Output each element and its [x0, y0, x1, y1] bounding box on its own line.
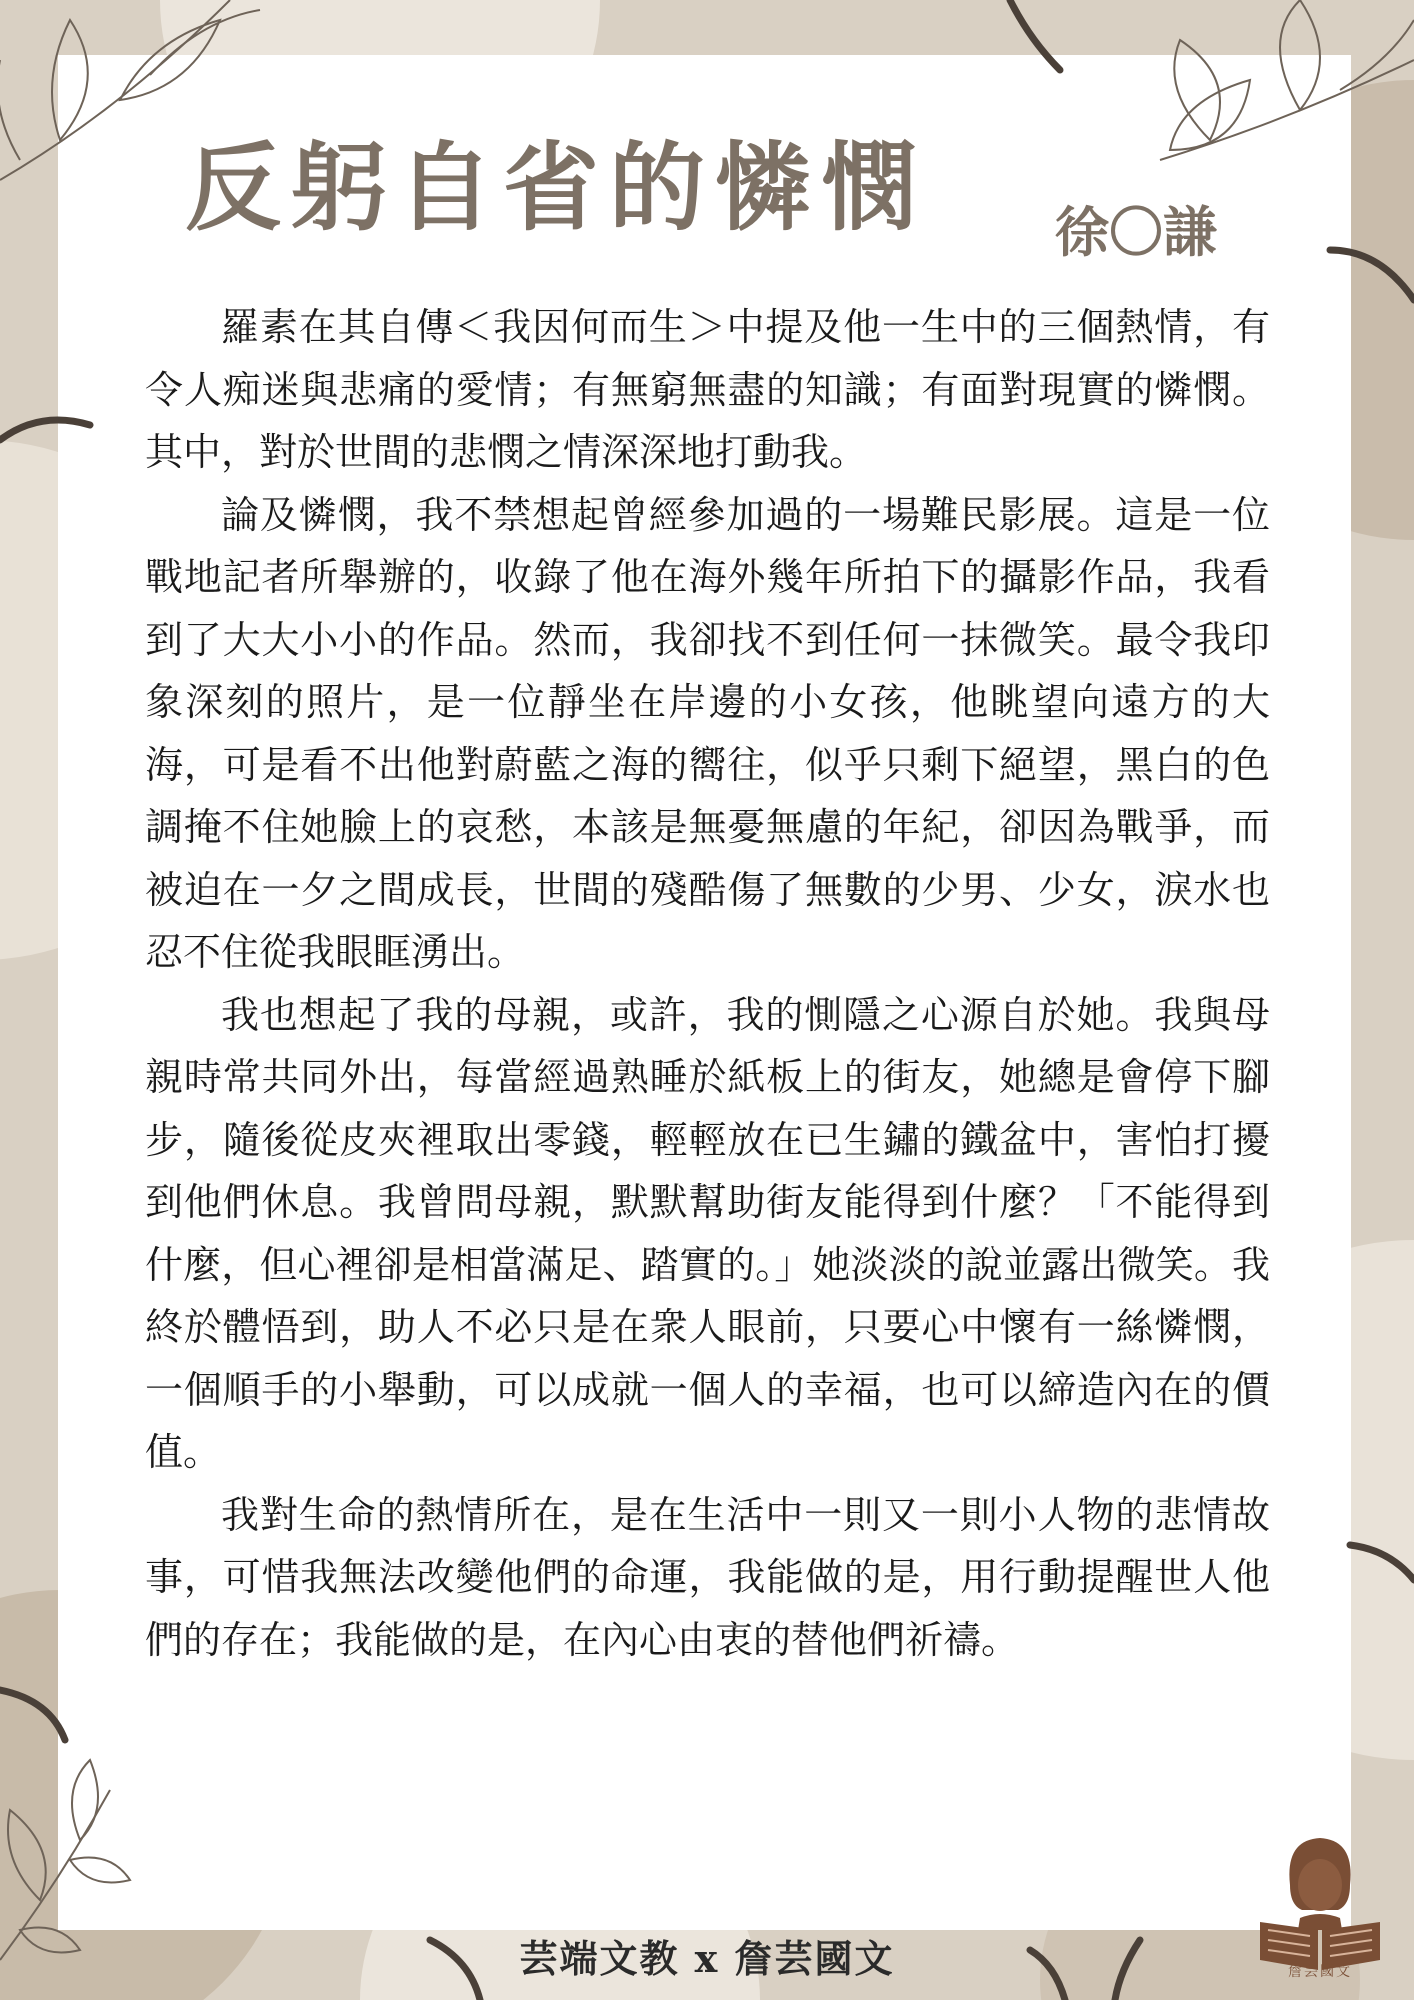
- essay-title: 反躬自省的憐憫: [185, 131, 927, 244]
- footer-credit: 芸端文教 x 詹芸國文: [519, 1936, 895, 1981]
- logo-caption: 詹芸國文: [1288, 1964, 1352, 1980]
- essay-body: [145, 296, 1270, 1671]
- paragraph-4: 我對生命的熱情所在，是在生活中一則又一則小人物的悲情故事，可惜我無法改變他們的命運，我能做的是，用行動提醒世人他們的存在；我能做的是，在內心由衷的替他們祈禱。: [145, 1492, 1270, 1662]
- author-name: 徐〇謙: [1055, 200, 1217, 264]
- paragraph-3: 我也想起了我的母親，或許，我的惻隱之心源自於她。我與母親時常共同外出，每當經過熟睡於紙板上的街友，她總是會停下腳步，隨後從皮夾裡取出零錢，輕輕放在已生鏽的鐵盆中，害怕打擾到他們休息。我曾問母親，默默幫助街友能得到什麼？「不能得到什麼，但心裡卻是相當滿足、踏實的。」她淡淡的說並露出微笑。我終於體悟到，助人不必只是在衆人眼前，只要心中懷有一絲憐憫，一個順手的小舉動，可以成就一個人的幸福，也可以締造內在的價值。: [145, 992, 1270, 1474]
- reader-logo-icon: [1250, 1830, 1390, 1980]
- paragraph-1: 羅素在其自傳＜我因何而生＞中提及他一生中的三個熱情，有令人痴迷與悲痛的愛情；有無窮無盡的知識；有面對現實的憐憫。其中，對於世間的悲憫之情深深地打動我。: [145, 305, 1270, 474]
- paragraph-2: 論及憐憫，我不禁想起曾經參加過的一場難民影展。這是一位戰地記者所舉辦的，收錄了他在海外幾年所拍下的攝影作品，我看到了大大小小的作品。然而，我卻找不到任何一抹微笑。最令我印象深刻的照片，是一位靜坐在岸邊的小女孩，他眺望向遠方的大海，可是看不出他對蔚藍之海的嚮往，似乎只剩下絕望，黑白的色調掩不住她臉上的哀愁，本該是無憂無慮的年紀，卻因為戰爭，而被迫在一夕之間成長，世間的殘酷傷了無數的少男、少女，淚水也忍不住從我眼眶湧出。: [145, 492, 1270, 974]
